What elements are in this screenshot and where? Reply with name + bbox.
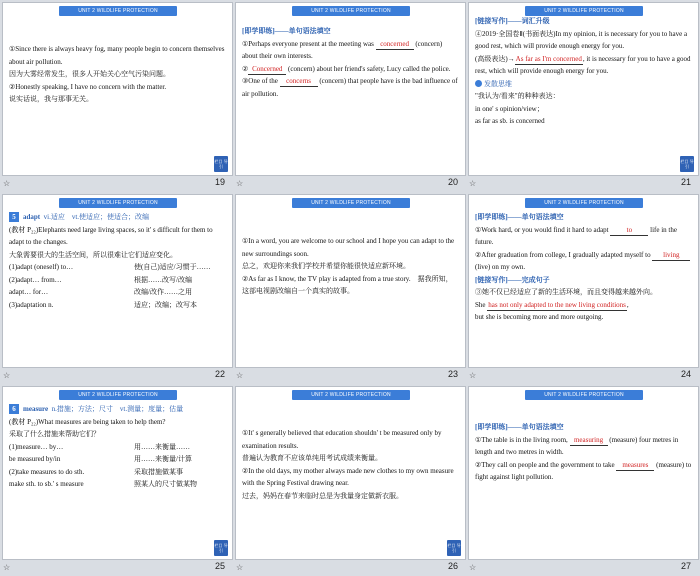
star-icon[interactable]: ☆ [3, 179, 11, 188]
answer-blank: As far as I'm concerned [515, 54, 582, 63]
slide-number: 26 [447, 561, 458, 571]
answer-blank: to [610, 226, 648, 236]
unit-badge: UNIT 2 WILDLIFE PROTECTION [292, 390, 410, 400]
question-text: ①The table is in the living room, [475, 435, 568, 444]
phrase-row: adapt… for… 改编/改作……之用 [9, 288, 192, 296]
unit-badge: UNIT 2 WILDLIFE PROTECTION [292, 6, 410, 16]
slide-cell-24[interactable] [468, 194, 699, 384]
slide-grid [2, 2, 698, 574]
question-text: ①Work hard, or you would find it hard to adapt [475, 225, 609, 234]
answer-blank: Concerned [248, 65, 286, 75]
example-translation: 总之，欢迎你来我们学校并希望你能很快适应新环境。 [242, 262, 410, 270]
star-icon[interactable]: ☆ [3, 563, 11, 572]
question-text: ②After graduation from college, I gradually adapted myself to [475, 250, 651, 259]
star-icon[interactable]: ☆ [469, 563, 477, 572]
nav-guide-button[interactable]: 栏目 导引 [214, 156, 228, 172]
vocab-heading [9, 403, 226, 416]
star-icon[interactable]: ☆ [236, 563, 244, 572]
phrase-row: be measured by/in 用……来衡量/计算 [9, 455, 192, 463]
slide-cell-23[interactable] [235, 194, 466, 384]
slide-thumbnail[interactable] [235, 194, 466, 368]
vocab-word: measure [23, 405, 49, 413]
answer-blank: has not only adapted to the new living conditions [488, 300, 626, 309]
slide-number: 23 [447, 369, 458, 379]
exercise-item [242, 38, 459, 63]
slide-thumbnail[interactable] [468, 386, 699, 560]
question-text: , [626, 300, 629, 309]
question-text: ②They call on people and the government to take [475, 460, 615, 469]
phrase-row: make sth. to sb.' s measure 照某人的尺寸做某物 [9, 480, 197, 488]
slide-cell-26[interactable] [235, 386, 466, 576]
example-translation: 普遍认为教育不应该单纯用考试成绩来衡量。 [242, 454, 382, 462]
phrase-row: (1)adapt (oneself) to… 使(自己)适应/习惯于…… [9, 263, 211, 271]
slide-number: 20 [447, 177, 458, 187]
slide-footer [235, 174, 464, 190]
slide-content [242, 427, 459, 502]
slide-content [475, 211, 692, 324]
nav-guide-button[interactable]: 栏目 导引 [680, 156, 694, 172]
question-text: , it is necessary for you to have a good rest, which will provide enough energy for you. [475, 54, 691, 75]
example-sentence: ①In a word, you are welcome to our school and I hope you can adapt to the new surroundings soon. [242, 237, 455, 258]
slide-footer [468, 174, 697, 190]
slide-thumbnail[interactable] [235, 386, 466, 560]
example-sentence: ①Since there is always heavy fog, many people begin to concern themselves about air pollution. [9, 45, 225, 66]
slide-footer [468, 558, 697, 574]
question-text: (concern) that people have is the bad influence of air pollution. [242, 77, 458, 98]
slide-thumbnail[interactable] [235, 2, 466, 176]
slide-number: 25 [214, 561, 225, 571]
tip-title: "我认为/看来"的种种表达： [475, 92, 560, 100]
example-sentence: ②As far as I know, the TV play is adapted from a true story. 据我所知，这部电视剧改编自一个真实的故事。 [242, 274, 453, 295]
slide-footer [2, 366, 231, 382]
tip-item: as far as sb. is concerned [475, 117, 545, 125]
exercise-item [475, 459, 692, 484]
section-header: [即学即练]——单句语法填空 [242, 27, 331, 35]
slide-cell-19[interactable] [2, 2, 233, 192]
slide-content [9, 211, 226, 311]
unit-badge: UNIT 2 WILDLIFE PROTECTION [59, 198, 177, 208]
exercise-item [242, 75, 459, 100]
phrase-row: (2)adapt… from… 根据……改写/改编 [9, 275, 192, 284]
exercise-item [475, 434, 692, 459]
star-icon[interactable]: ☆ [469, 179, 477, 188]
example-translation: ③她不仅已经适应了新的生活环境，而且变得越来越外向。 [475, 288, 657, 296]
answer-blank: concerns [280, 77, 318, 87]
nav-guide-button[interactable]: 栏目 导引 [447, 540, 461, 556]
question-text: (高级表达)→ [475, 54, 515, 63]
example-translation: 采取了什么措施来帮助它们？ [9, 430, 100, 438]
slide-cell-22[interactable] [2, 194, 233, 384]
nav-guide-button[interactable]: 栏目 导引 [214, 540, 228, 556]
word-number-icon: 5 [9, 212, 19, 222]
slide-number: 27 [680, 561, 691, 571]
slide-content [242, 25, 459, 100]
slide-footer [468, 366, 697, 382]
answer-blank: concerned [376, 40, 414, 50]
vocab-definition: vi.适应 vt.使适应；使适合；改编 [43, 213, 150, 221]
exercise-item [475, 53, 692, 78]
example-translation: 大象需要很大的生活空间，所以很难让它们适应变化。 [9, 250, 177, 259]
example-sentence: (教材 P₂₂)What measures are being taken to help them? [9, 417, 166, 426]
example-sentence: (教材 P₂₂)Elephants need large living spaces, so it' s difficult for them to adapt to the changes. [9, 225, 213, 246]
word-number-icon: 6 [9, 404, 19, 414]
star-icon[interactable]: ☆ [3, 371, 11, 380]
example-sentence: ②In the old days, my mother always made new clothes to my own measure with the Spring Festival drawing near. [242, 466, 454, 487]
example-translation: 因为大雾经常发生，很多人开始关心空气污染问题。 [9, 70, 170, 78]
exercise-item [242, 63, 459, 76]
question-text: (concern) about their own interests. [242, 39, 443, 60]
vocab-definition: n.措施；方法；尺寸 vt.测量；度量；估量 [51, 405, 184, 413]
example-translation: 过去，妈妈在春节来临时总是为我量身定做新衣服。 [242, 491, 403, 500]
tip-item: in one' s opinion/view； [475, 104, 544, 113]
question-text: (concern) about her friend's safety, Lucy called the police. [288, 64, 451, 73]
exercise-item [475, 299, 692, 312]
section-header: [链接写作]——完成句子 [475, 275, 550, 284]
example-sentence: but she is becoming more and more outgoing. [475, 313, 604, 321]
slide-number: 24 [680, 369, 691, 379]
slide-content [9, 43, 226, 106]
unit-badge: UNIT 2 WILDLIFE PROTECTION [525, 6, 643, 16]
slide-footer [2, 558, 231, 574]
slide-number: 19 [214, 177, 225, 187]
unit-badge: UNIT 2 WILDLIFE PROTECTION [525, 198, 643, 208]
slide-footer [2, 174, 231, 190]
question-text: She [475, 300, 486, 309]
slide-footer [235, 366, 464, 382]
question-text: ①Perhaps everyone present at the meeting was [242, 39, 374, 48]
unit-badge: UNIT 2 WILDLIFE PROTECTION [59, 6, 177, 16]
question-text: ③One of the [242, 77, 278, 85]
answer-blank: living [652, 251, 690, 261]
vocab-heading [9, 211, 226, 224]
phrase-row: (2)take measures to do sth. 采取措施做某事 [9, 467, 183, 476]
tip-label: 发散思维 [475, 78, 692, 91]
section-header: [即学即练]——单句语法填空 [475, 423, 564, 431]
tip-icon [475, 80, 482, 87]
slide-content [9, 403, 226, 491]
example-sentence: ①It' s generally believed that education shouldn' t be measured only by examination results. [242, 429, 442, 450]
unit-badge: UNIT 2 WILDLIFE PROTECTION [59, 390, 177, 400]
unit-badge: UNIT 2 WILDLIFE PROTECTION [292, 198, 410, 208]
slide-content [242, 235, 459, 298]
slide-thumbnail[interactable] [2, 2, 233, 176]
unit-badge: UNIT 2 WILDLIFE PROTECTION [525, 390, 643, 400]
slide-footer [235, 558, 464, 574]
example-sentence: ②Honestly speaking, I have no concern with the matter. [9, 82, 167, 91]
vocab-word: adapt [23, 213, 41, 221]
answer-blank: measures [616, 461, 654, 471]
slide-cell-20[interactable] [235, 2, 466, 192]
slide-thumbnail[interactable] [2, 194, 233, 368]
question-text: ② [242, 64, 249, 73]
question-text: life in the future. [475, 225, 677, 246]
slide-thumbnail[interactable] [2, 386, 233, 560]
phrase-row: (1)measure… by… 用……来衡量…… [9, 442, 190, 451]
section-header: [链接写作]——词汇升级 [475, 17, 550, 25]
slide-cell-27[interactable] [468, 386, 699, 576]
question-text: (measure) four metres in length and two metres in width. [475, 435, 679, 456]
answer-blank: measuring [570, 436, 608, 446]
question-text: (measure) to fight against light pollution. [475, 460, 692, 481]
slide-cell-25[interactable] [2, 386, 233, 576]
question-text: (live) on my own. [475, 263, 526, 271]
example-sentence: ④2019·全国卷Ⅱ(书面表达)In my opinion, it is necessary for you to have a good rest, which will provide enough energy for you. [475, 29, 688, 50]
slide-thumbnail[interactable] [468, 2, 699, 176]
section-header: [即学即练]——单句语法填空 [475, 213, 564, 221]
slide-cell-21[interactable] [468, 2, 699, 192]
exercise-item [475, 249, 692, 274]
star-icon[interactable]: ☆ [469, 371, 477, 380]
star-icon[interactable]: ☆ [236, 371, 244, 380]
slide-content [475, 421, 692, 484]
phrase-row: (3)adaptation n. 适应；改编；改写本 [9, 300, 197, 309]
star-icon[interactable]: ☆ [236, 179, 244, 188]
slide-thumbnail[interactable] [468, 194, 699, 368]
slide-number: 21 [680, 177, 691, 187]
slide-content [475, 15, 692, 128]
slide-number: 22 [214, 369, 225, 379]
exercise-item [475, 224, 692, 249]
example-translation: 说实话说，我与那事无关。 [9, 95, 93, 103]
